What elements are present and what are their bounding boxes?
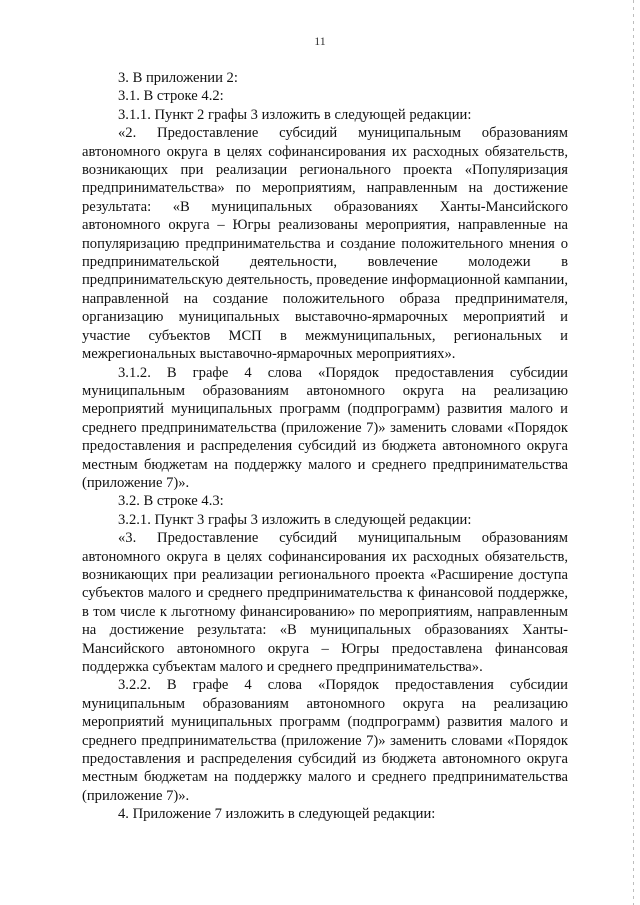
paragraph: 3.1.1. Пункт 2 графы 3 изложить в следующей редакции: [118, 106, 472, 123]
document-body [82, 69, 568, 824]
page-number: 11 [314, 34, 326, 48]
paragraph: 4. Приложение 7 изложить в следующей редакции: [118, 806, 436, 823]
paragraph: 3. В приложении 2: [118, 70, 238, 86]
paragraph: «2. Предоставление субсидий муниципальным образованиям автономного округа в целях софинансирования их расходных обязательств, возникающих при реализации регионального проекта «Популяризация предпринимательства» по мероприятиям, направленным на достижение результата: «В муниципальных образованиях Ханты-Мансийского автономного округа – Югры реализованы мероприятия, направленные на популяризацию предпринимательства и создание положительного мнения о предпринимательской деятельности, вовлечение молодежи в предпринимательскую деятельность, проведение информационной кампании, направленной на создание положительного образа предпринимателя, организацию муниципальных выставочно-ярмарочных мероприятий и участие субъектов МСП в межмуниципальных, региональных и межрегиональных выставочно-ярмарочных мероприятиях». [82, 125, 568, 363]
paragraph: 3.1. В строке 4.2: [118, 88, 224, 105]
paragraph: «3. Предоставление субсидий муниципальным образованиям автономного округа в целях софинансирования их расходных обязательств, возникающих при реализации регионального проекта «Расширение доступа субъектов малого и среднего предпринимательства к финансовой поддержке, в том числе к льготному финансированию» по мероприятиям, направленным на достижение результата: «В муниципальных образованиях Ханты-Мансийского автономного округа – Югры предоставлена финансовая поддержка субъектам малого и среднего предпринимательства». [82, 530, 568, 675]
paragraph: 3.1.2. В графе 4 слова «Порядок предоставления субсидии муниципальным образованиям автономного округа на реализацию мероприятий муниципальных программ (подпрограмм) развития малого и среднего предпринимательства (приложение 7)» заменить словами «Порядок предоставления и распределения субсидий из бюджета автономного округа местным бюджетам на поддержку малого и среднего предпринимательства (приложение 7)». [82, 364, 568, 491]
paragraph: 3.2.2. В графе 4 слова «Порядок предоставления субсидии муниципальным образованиям автономного округа на реализацию мероприятий муниципальных программ (подпрограмм) развития малого и среднего предпринимательства (приложение 7)» заменить словами «Порядок предоставления и распределения субсидий из бюджета автономного округа местным бюджетам на поддержку малого и среднего предпринимательства (приложение 7)». [82, 677, 568, 804]
paragraph: 3.2.1. Пункт 3 графы 3 изложить в следующей редакции: [118, 511, 472, 528]
paragraph: 3.2. В строке 4.3: [118, 493, 224, 510]
scan-edge-line [633, 0, 634, 905]
